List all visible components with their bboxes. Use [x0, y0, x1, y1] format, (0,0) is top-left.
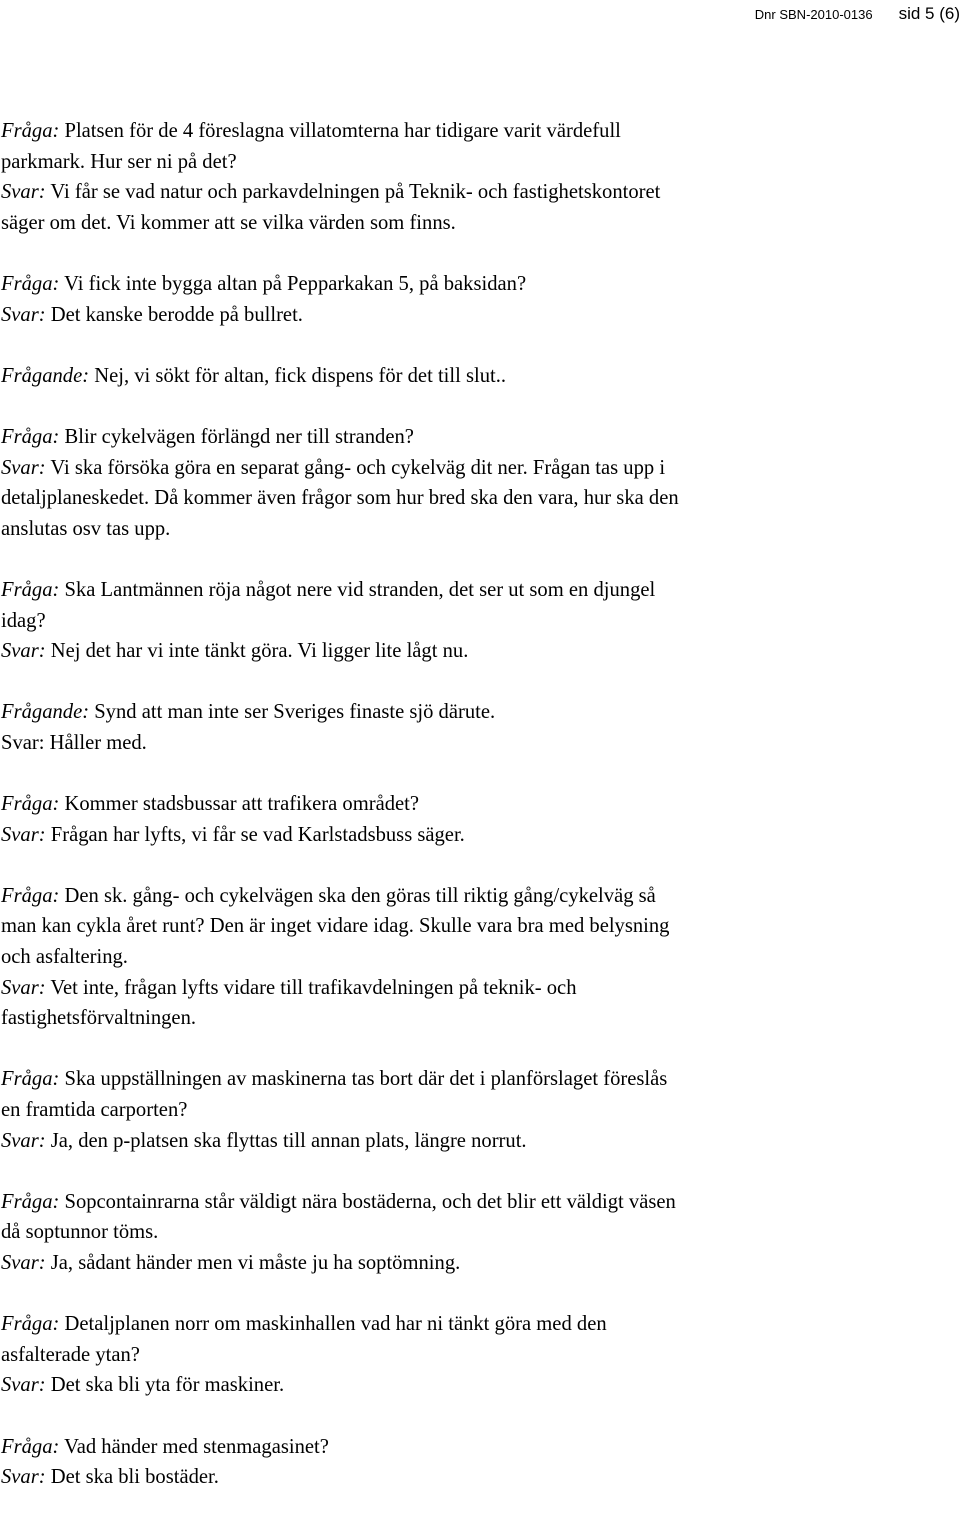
speaker-label: Fråga: — [1, 272, 60, 295]
speaker-label: Fråga: — [1, 1313, 60, 1336]
line-text: Ska uppställningen av maskinerna tas bort där det i planförslaget föreslås — [59, 1068, 668, 1091]
text-line — [1, 942, 956, 973]
line-text: Frågan har lyfts, vi får se vad Karlstadsbuss säger. — [45, 823, 465, 846]
text-line — [1, 789, 956, 820]
text-line — [1, 361, 956, 392]
speaker-label: Svar: — [1, 1466, 46, 1489]
line-text: och asfaltering. — [1, 946, 128, 969]
speaker-label: Svar: — [1, 640, 46, 663]
speaker-label: Fråga: — [1, 793, 60, 816]
text-line — [1, 1187, 956, 1218]
speaker-label: Svar: — [1, 1374, 46, 1397]
text-line — [1, 973, 956, 1004]
qa-block — [1, 697, 956, 758]
text-line — [1, 1340, 956, 1371]
text-line — [1, 1095, 956, 1126]
line-text: Det kanske berodde på bullret. — [45, 303, 303, 326]
text-line — [1, 1126, 956, 1157]
qa-block — [1, 881, 956, 1034]
line-text: Sopcontainrarna står väldigt nära bostäderna, och det blir ett väldigt väsen — [59, 1190, 676, 1213]
line-text: Den sk. gång- och cykelvägen ska den göras till riktig gång/cykelväg så — [59, 884, 656, 907]
text-line — [1, 1217, 956, 1248]
text-line — [1, 911, 956, 942]
line-text: en framtida carporten? — [1, 1099, 188, 1121]
qa-block — [1, 1187, 956, 1279]
qa-block — [1, 575, 956, 667]
line-text: idag? — [1, 609, 46, 632]
text-line — [1, 116, 956, 147]
text-line — [1, 483, 956, 514]
speaker-label: Fråga: — [1, 578, 60, 601]
speaker-label: Svar: — [1, 1251, 46, 1274]
speaker-label: Fråga: — [1, 425, 60, 448]
text-line — [1, 697, 956, 728]
text-line — [1, 881, 956, 912]
line-text: Nej, vi sökt för altan, fick dispens för det till slut.. — [89, 364, 507, 387]
speaker-label: Frågande: — [1, 701, 90, 724]
line-text: Blir cykelvägen förlängd ner till stranden? — [59, 425, 414, 448]
line-text: parkmark. Hur ser ni på det? — [1, 150, 237, 173]
text-line — [1, 1064, 956, 1095]
line-text: Vi ska försöka göra en separat gång- och cykelväg dit ner. Frågan tas upp i — [45, 456, 666, 479]
line-text: Platsen för de 4 föreslagna villatomterna har tidigare varit värdefull — [59, 120, 621, 142]
line-text: Svar: Håller med. — [1, 731, 147, 754]
line-text: Vet inte, frågan lyfts vidare till trafikavdelningen på teknik- och — [45, 976, 577, 999]
text-line — [1, 453, 956, 484]
line-text: Vad händer med stenmagasinet? — [59, 1435, 329, 1458]
document-number: Dnr SBN-2010-0136 — [754, 7, 873, 22]
text-line — [1, 575, 956, 606]
speaker-label: Fråga: — [1, 1190, 60, 1213]
line-text: Det ska bli yta för maskiner. — [45, 1374, 285, 1397]
speaker-label: Fråga: — [1, 1068, 60, 1091]
text-line — [1, 606, 956, 637]
text-line — [1, 728, 956, 759]
text-line — [1, 1248, 956, 1279]
line-text: Synd att man inte ser Sveriges finaste sjö därute. — [89, 701, 496, 724]
line-text: Ja, den p-platsen ska flyttas till annan plats, längre norrut. — [45, 1129, 527, 1152]
line-text: Kommer stadsbussar att trafikera området? — [59, 793, 420, 816]
line-text: detaljplaneskedet. Då kommer även frågor som hur bred ska den vara, hur ska den — [1, 487, 679, 510]
qa-block — [1, 116, 956, 238]
qa-block — [1, 269, 956, 330]
line-text: Ja, sådant händer men vi måste ju ha soptömning. — [45, 1251, 461, 1274]
speaker-label: Frågande: — [1, 364, 90, 387]
qa-block — [1, 422, 956, 544]
text-line — [1, 514, 956, 545]
text-line — [1, 636, 956, 667]
text-line — [1, 177, 956, 208]
page-number: sid 5 (6) — [898, 4, 960, 23]
line-text: man kan cykla året runt? Den är inget vidare idag. Skulle vara bra med belysning — [1, 915, 670, 938]
speaker-label: Svar: — [1, 976, 46, 999]
speaker-label: Fråga: — [1, 884, 60, 907]
speaker-label: Fråga: — [1, 1435, 60, 1458]
page-header — [0, 4, 960, 26]
line-text: fastighetsförvaltningen. — [1, 1007, 197, 1030]
text-line — [1, 300, 956, 331]
line-text: Detaljplanen norr om maskinhallen vad har ni tänkt göra med den — [59, 1313, 607, 1336]
qa-block — [1, 361, 956, 392]
speaker-label: Svar: — [1, 456, 46, 479]
line-text: Det ska bli bostäder. — [45, 1466, 219, 1489]
qa-block — [1, 1432, 956, 1493]
text-line — [1, 1462, 956, 1493]
line-text: asfalterade ytan? — [1, 1343, 140, 1366]
line-text: Nej det har vi inte tänkt göra. Vi ligger lite lågt nu. — [45, 640, 469, 663]
text-line — [1, 1003, 956, 1034]
qa-block — [1, 789, 956, 850]
text-line — [1, 208, 956, 239]
speaker-label: Svar: — [1, 1129, 46, 1152]
text-line — [1, 820, 956, 851]
text-line — [1, 269, 956, 300]
speaker-label: Svar: — [1, 303, 46, 326]
qa-block — [1, 1064, 956, 1156]
speaker-label: Svar: — [1, 823, 46, 846]
line-text: Ska Lantmännen röja något nere vid stranden, det ser ut som en djungel — [59, 578, 656, 601]
line-text: då soptunnor töms. — [1, 1221, 159, 1244]
qa-block — [1, 1309, 956, 1401]
text-line — [1, 422, 956, 453]
text-line — [1, 147, 956, 178]
line-text: Vi får se vad natur och parkavdelningen på Teknik- och fastighetskontoret — [45, 181, 661, 204]
text-line — [1, 1370, 956, 1401]
line-text: anslutas osv tas upp. — [1, 517, 171, 540]
text-line — [1, 1432, 956, 1463]
text-line — [1, 1309, 956, 1340]
minutes-body — [1, 116, 956, 1523]
speaker-label: Svar: — [1, 181, 46, 204]
line-text: säger om det. Vi kommer att se vilka värden som finns. — [1, 211, 456, 234]
speaker-label: Fråga: — [1, 120, 60, 142]
line-text: Vi fick inte bygga altan på Pepparkakan 5, på baksidan? — [59, 272, 527, 295]
